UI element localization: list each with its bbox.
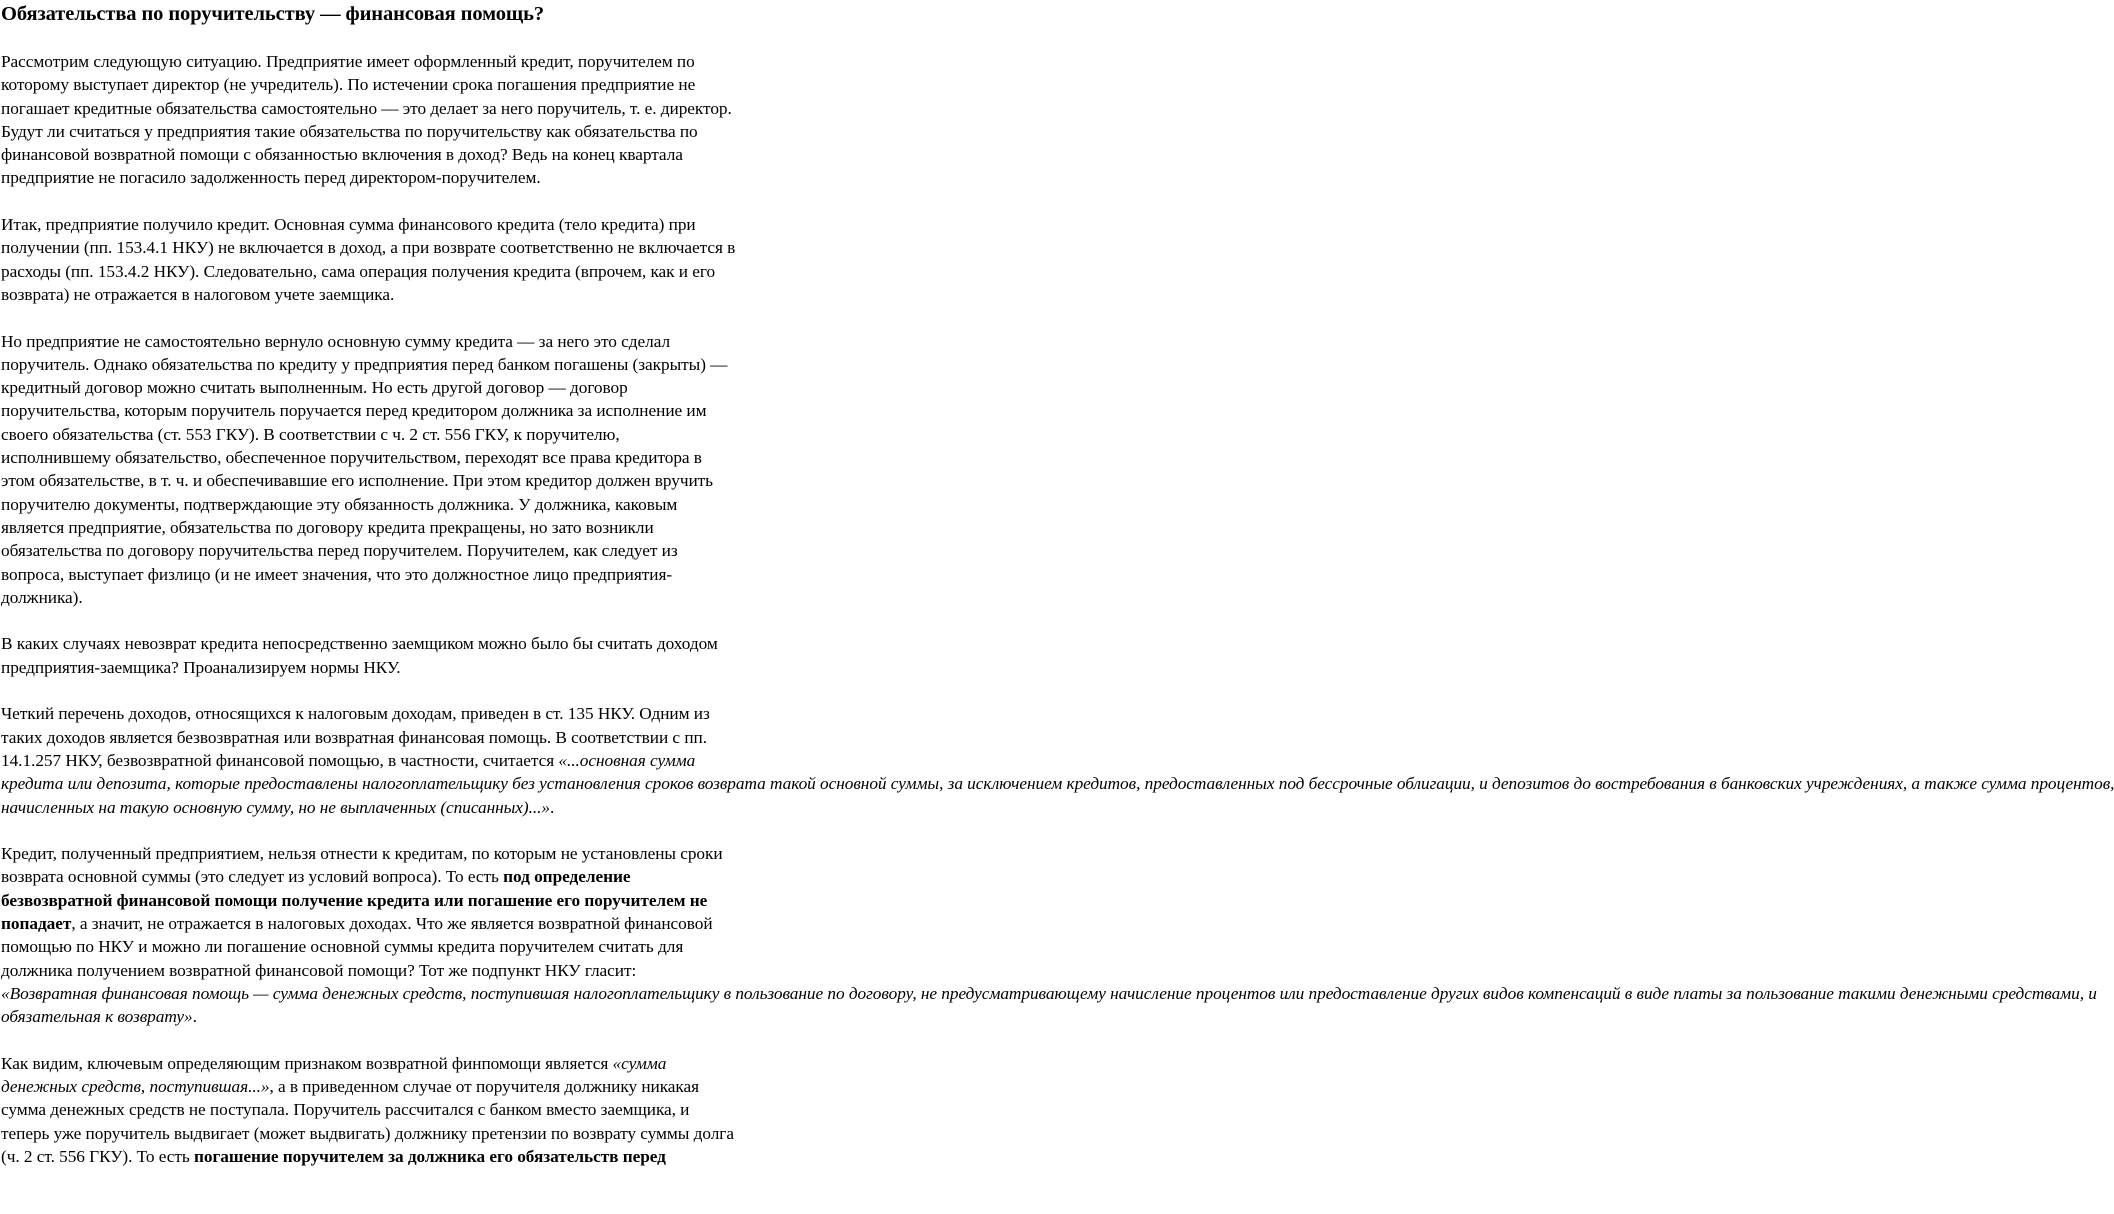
bold-line: безвозвратной финансовой помощи получение кредита или погашение его поручителем не — [1, 890, 708, 910]
quote-line: кредита или депозита, которые предоставлены налогоплательщику без установления сроков — [1, 774, 694, 794]
text-line — [1, 1005, 816, 1028]
text-line — [1, 796, 816, 819]
text-line: Рассмотрим следующую ситуацию. Предприятие имеет оформленный кредит, поручителем по — [1, 52, 695, 71]
text-line: является предприятие, обязательства по договору кредита прекращены, но зато возникли — [1, 517, 654, 537]
text-run: . — [192, 1007, 197, 1027]
text-line: исполнившему обязательство, обеспеченное поручительством, переходят все права кредитора в — [1, 448, 702, 468]
paragraph-guarantor — [1, 330, 816, 610]
text-line — [1, 1075, 816, 1098]
text-line — [1, 912, 816, 935]
text-run: , а в приведенном случае от поручителя должнику никакая — [269, 1077, 700, 1097]
text-line: финансовой возвратной помощи с обязанностью включения в доход? Ведь на конец квартала — [1, 145, 683, 165]
text-run: Как видим, ключевым определяющим признаком возвратной финпомощи является — [1, 1053, 613, 1073]
text-line: получении (пп. 153.4.1 НКУ) не включается в доход, а при возврате соответственно не включается в — [1, 238, 736, 258]
article-body — [1, 50, 2114, 1168]
text-line: В каких случаях невозврат кредита непосредственно заемщиком можно было бы считать доходом — [1, 634, 718, 654]
text-run: (ч. 2 ст. 556 ГКУ). То есть — [1, 1146, 194, 1166]
text-run: . — [550, 797, 555, 817]
paragraph-income-list — [1, 702, 2114, 818]
text-line: возврата) не отражается в налоговом учете заемщика. — [1, 284, 395, 304]
text-line — [1, 749, 816, 772]
text-line: вопроса, выступает физлицо (и не имеет значения, что это должностное лицо предприятия- — [1, 564, 673, 584]
paragraph-conclusion — [1, 1052, 816, 1168]
text-line: сумма денежных средств не поступала. Поручитель рассчитался с банком вместо заемщика, и — [1, 1100, 690, 1120]
text-line: помощью по НКУ и можно ли погашение основной суммы кредита поручителем считать для — [1, 937, 684, 957]
text-line: обязательства по договору поручительства перед поручителем. Поручителем, как следует из — [1, 541, 678, 561]
quote-run: «...основная сумма — [558, 750, 696, 770]
text-line: предприятия-заемщика? Проанализируем нормы НКУ. — [1, 657, 401, 677]
text-line — [1, 865, 816, 888]
page-title: Обязательства по поручительству — финансовая помощь? — [1, 3, 544, 25]
text-line: Будут ли считаться у предприятия такие обязательства по поручительству как обязательства по — [1, 121, 698, 141]
text-line: Четкий перечень доходов, относящихся к налоговым доходам, приведен в ст. 135 НКУ. Одним из — [1, 704, 710, 724]
text-line: своего обязательства (ст. 553 ГКУ). В соответствии с ч. 2 ст. 556 ГКУ, к поручителю, — [1, 424, 620, 444]
text-run: , а значит, не отражается в налоговых доходах. Что же является возвратной финансовой — [71, 913, 713, 933]
text-line: погашает кредитные обязательства самостоятельно — это делает за него поручитель, т. е. директор. — [1, 98, 732, 118]
text-run: возврата основной суммы (это следует из условий вопроса). То есть — [1, 867, 504, 887]
text-line: теперь уже поручитель выдвигает (может выдвигать) должнику претензии по возврату суммы долга — [1, 1123, 734, 1143]
quote-line: облигации, и депозитов до востребования в банковских учреждениях, а также сумма процентов, — [1396, 774, 2114, 794]
text-line: предприятие не погасило задолженность перед директором-поручителем. — [1, 168, 541, 188]
text-run: 14.1.257 НКУ, безвозвратной финансовой помощью, в частности, считается — [1, 750, 559, 770]
text-line: должника). — [1, 587, 83, 607]
quote-line: «Возвратная финансовая помощь — сумма денежных средств, поступившая налогоплательщику в — [1, 983, 732, 1003]
text-line: должника получением возвратной финансовой помощи? Тот же подпункт НКУ гласит: — [1, 960, 637, 980]
text-line: этом обязательстве, в т. ч. и обеспечивавшие его исполнение. При этом кредитор должен вручить — [1, 471, 713, 491]
text-line — [1, 1145, 816, 1168]
bold-run: попадает — [1, 913, 72, 933]
quote-run: обязательная к возврату» — [1, 1007, 193, 1027]
text-line: Но предприятие не самостоятельно вернуло основную сумму кредита — за него это сделал — [1, 331, 671, 351]
bold-run: погашение поручителем за должника его обязательств перед — [194, 1146, 666, 1166]
text-line: кредитный договор можно считать выполненным. Но есть другой договор — договор — [1, 378, 628, 398]
text-line: Итак, предприятие получило кредит. Основная сумма финансового кредита (тело кредита) при — [1, 215, 696, 235]
quote-run: «сумма — [612, 1053, 667, 1073]
paragraph-credit — [1, 213, 816, 306]
quote-run: денежных средств, поступившая...» — [1, 1077, 270, 1097]
text-line: поручительства, которым поручитель поручается перед кредитором должника за исполнение им — [1, 401, 707, 421]
paragraph-intro — [1, 50, 816, 190]
text-line: Кредит, полученный предприятием, нельзя отнести к кредитам, по которым не установлены сроки — [1, 844, 723, 864]
paragraph-definition — [1, 842, 2097, 1028]
quote-line: других видов компенсаций в виде платы за пользование такими денежными средствами, и — [1431, 983, 2097, 1003]
quote-line: возврата такой основной суммы, за исключением кредитов, предоставленных под бессрочные — [697, 774, 1393, 794]
text-line: расходы (пп. 153.4.2 НКУ). Следовательно, сама операция получения кредита (впрочем, как и его — [1, 261, 716, 281]
text-line — [1, 1052, 816, 1075]
text-line: поручителю документы, подтверждающие эту обязанность должника. У должника, каковым — [1, 494, 678, 514]
paragraph-question — [1, 632, 816, 679]
quote-run: начисленных на такую основную сумму, но не выплаченных (списанных)...» — [1, 797, 551, 817]
text-line: которому выступает директор (не учредитель). По истечении срока погашения предприятие не — [1, 75, 696, 95]
bold-run: под определение — [503, 867, 631, 887]
quote-line: пользование по договору, не предусматривающему начисление процентов или предоставление — [735, 983, 1427, 1003]
text-line: таких доходов является безвозвратная или возвратная финансовая помощь. В соответствии с пп. — [1, 727, 707, 747]
text-line: поручитель. Однако обязательства по кредиту у предприятия перед банком погашены (закрыты) — — [1, 354, 728, 374]
